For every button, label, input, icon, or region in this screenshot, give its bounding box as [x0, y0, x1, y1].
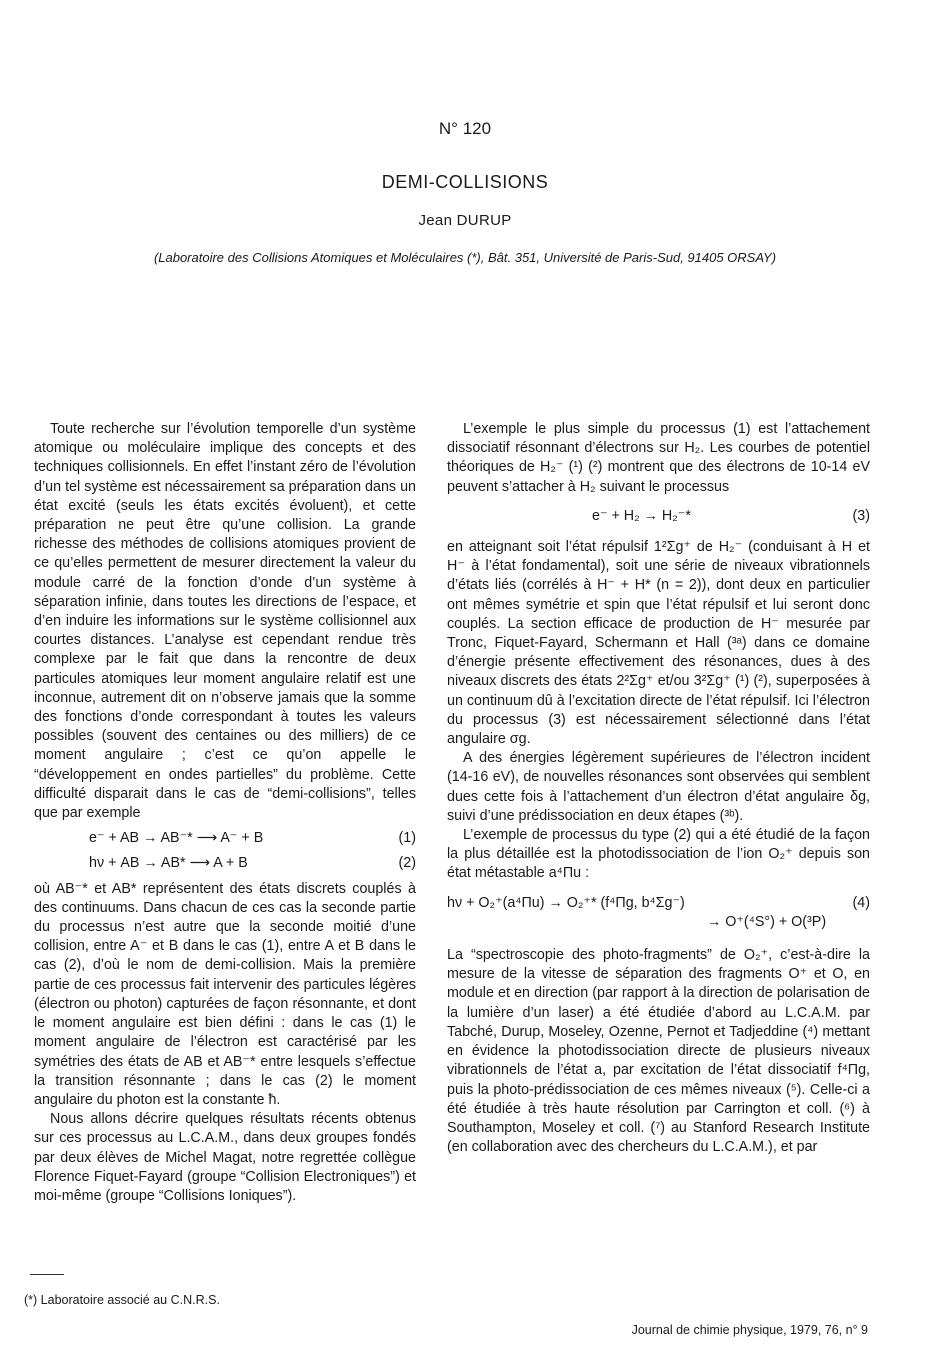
equation-formula: hν + O₂⁺(a⁴Πu) → O₂⁺* (f⁴Πg, b⁴Σg⁻): [447, 894, 685, 911]
equation-number: (2): [398, 855, 416, 872]
equation-3: [447, 507, 870, 526]
paragraph: La “spectroscopie des photo-fragments” de O₂⁺, c’est-à-dire la mesure de la vitesse de séparation des fragments O⁺ et O, en module et en direction (par rapport à la direction de polarisation de la lumière d’un laser) a été étudiée d’abord au L.C.A.M. par Tabché, Durup, Moseley, Ozenne, Pernot et Tadjeddine (⁴) mettant en évidence la photodissociation directe de plusieurs niveaux vibrationnels de l’état a, par excitation de l’état dissociatif f⁴Πg, puis la photo-prédissociation de ces mêmes niveaux (⁵). Celle-ci a été étudiée à très haute résolution par Carrington et coll. (⁶) à Southampton, Moseley et coll. (⁷) au Stanford Research Institute (en collaboration avec des chercheurs du L.C.A.M.), et par: [447, 947, 870, 1156]
equation-number: (4): [852, 894, 870, 911]
left-column: [34, 420, 416, 1206]
paragraph: A des énergies légèrement supérieures de l’électron incident (14-16 eV), de nouvelles résonances sont observées qui semblent dues cette fois à l’attachement d’un électron d’état angulaire δg, suivi d’une prédissociation en deux étapes (³ᵇ).: [447, 750, 870, 824]
equation-number: (3): [852, 507, 870, 524]
paragraph: où AB⁻* et AB* représentent des états discrets couplés à des continuums. Dans chacun de ces cas la seconde partie du processus n’est autre que la seconde moitié d’une collision, entre A⁻ et B dans le cas (1), entre A et B dans le cas (2), d’où le nom de demi-collision. Mais la première partie de ces processus fait intervenir des particules légères (électron ou photon) capturées de façon résonnante, et dont le moment angulaire est bien défini : dans le cas (1) le moment angulaire de l’électron est caractérisé par les symétries des états de AB et AB⁻* entre lesquels s’effectue la transition résonnante ; dans le cas (2) le moment angulaire du photon est la constante ħ.: [34, 880, 416, 1108]
paragraph: L’exemple de processus du type (2) qui a été étudié de la façon la plus détaillée est la photodissociation de l’ion O₂⁺ depuis son état métastable a⁴Πu :: [447, 827, 870, 882]
equation-4-continued: [447, 913, 870, 932]
journal-reference: Journal de chimie physique, 1979, 76, n° 9: [631, 1323, 868, 1337]
equation-formula: hν + AB → AB* ⟶ A + B: [89, 855, 248, 872]
equation-1: [34, 829, 416, 848]
paragraph: en atteignant soit l’état répulsif 1²Σg⁺ de H₂⁻ (conduisant à H et H⁻ à l’état fondamental), soit une série de niveaux vibrationnels d’états liés (corrélés à H⁻ + H* (n = 2)), dont deux en particulier ont mêmes symétrie et spin que l’état répulsif et lui seront donc couplés. La section efficace de production de H⁻ mesurée par Tronc, Fiquet-Fayard, Schermann et Hall (³ᵃ) dans ce domaine d’énergie présente effectivement des résonances, dues à des niveaux discrets des états 2²Σg⁺ et/ou 3²Σg⁺ (¹) (²), superposées à un continuum dû à l’excitation directe de l’état répulsif. Ici l’électron du processus (3) est nécessairement sélectionné dans l’état angulaire σg.: [447, 539, 870, 748]
author: Jean DURUP: [418, 212, 512, 229]
footnote: (*) Laboratoire associé au C.N.R.S.: [24, 1293, 220, 1307]
paragraph: Nous allons décrire quelques résultats récents obtenus sur ces processus au L.C.A.M., dans deux groupes fondés par deux élèves de Michel Magat, notre regrettée collègue Florence Fiquet-Fayard (groupe “Collision Electroniques”) et moi-même (groupe “Collisions Ioniques”).: [34, 1111, 416, 1204]
article-title: DEMI-COLLISIONS: [381, 172, 549, 192]
equation-2: [34, 854, 416, 873]
equation-formula: e⁻ + AB → AB⁻* ⟶ A⁻ + B: [89, 830, 264, 847]
footnote-rule: [30, 1274, 64, 1275]
equation-number: (1): [398, 830, 416, 847]
equation-formula: e⁻ + H₂ → H₂⁻*: [592, 507, 691, 524]
equation-formula: → O⁺(⁴S°) + O(³P): [707, 913, 827, 930]
affiliation: (Laboratoire des Collisions Atomiques et Moléculaires (*), Bât. 351, Université de Paris-Sud, 91405 ORSAY): [153, 250, 777, 265]
right-column: [447, 420, 870, 1157]
paragraph: Toute recherche sur l’évolution temporelle d’un système atomique ou moléculaire implique des concepts et des techniques collisionnels. En effet l’instant zéro de l’évolution d’un tel système est nécessairement sa préparation dans un état excité (seuls les états excités évoluent), et cette préparation ne peut être qu’une collision. La grande richesse des méthodes de collisions atomiques provient de ce qu’elles permettent de mesurer directement la valeur du module carré de la fonction d’onde d’un système à séparation infinie, dans toutes les directions de l’espace, et d’en induire les informations sur le système collisionnel aux courtes distances. L’analyse est cependant rendue très complexe par le fait que dans la rencontre de deux particules atomiques leur moment angulaire relatif est une inconnue, autrement dit on n’observe jamais que la somme des fonctions d’onde correspondant à toutes les valeurs possibles (souvent des centaines ou des milliers) de ce moment angulaire ; c’est ce qu’on appelle le “développement en ondes partielles” du problème. Cette difficulté disparait dans le cas de “demi-collisions”, telles que par exemple: [34, 421, 416, 822]
article-number: N° 120: [438, 119, 492, 138]
equation-4: [447, 894, 870, 913]
paragraph: L’exemple le plus simple du processus (1) est l’attachement dissociatif résonnant d’électrons sur H₂. Les courbes de potentiel théoriques de H₂⁻ (¹) (²) montrent que des électrons de 10-14 eV peuvent s’attacher à H₂ suivant le processus: [447, 421, 870, 495]
